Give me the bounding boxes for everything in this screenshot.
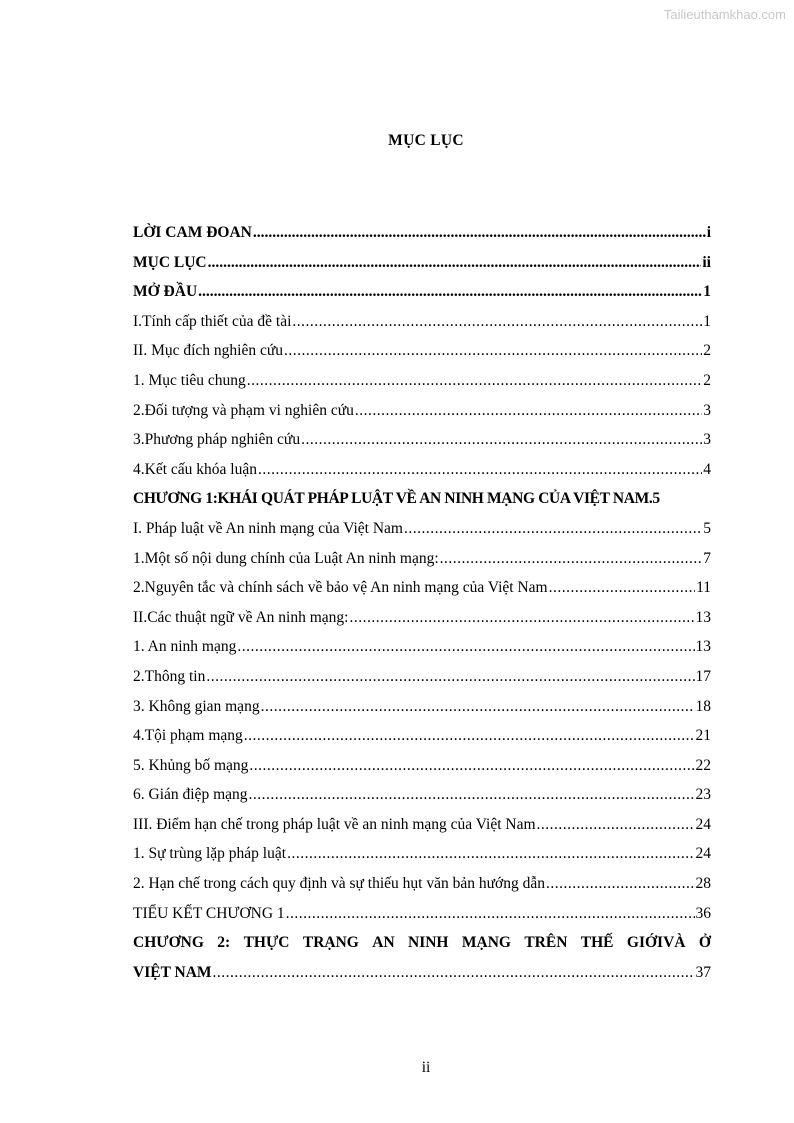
toc-entry[interactable] — [133, 490, 711, 520]
toc-entry-page: 13 — [695, 638, 711, 656]
toc-leader-dots — [237, 638, 694, 656]
toc-entry-page: 21 — [695, 727, 711, 745]
toc-entry-page: 5 — [703, 519, 711, 537]
watermark: Tailieuthamkhao.com — [663, 7, 786, 22]
toc-leader-dots — [258, 461, 702, 479]
toc-entry-label: 3.Phương pháp nghiên cứu — [133, 431, 301, 449]
toc-entry-label: 2.Thông tin — [133, 667, 206, 685]
toc-entry-label: 1. Mục tiêu chung — [133, 371, 246, 389]
toc-entry[interactable] — [133, 638, 711, 668]
toc-entry-page: ii — [702, 253, 711, 271]
toc-entry-page: 2 — [703, 342, 711, 360]
toc-entry-label: 2.Đối tượng và phạm vi nghiên cứu — [133, 401, 354, 419]
toc-entry[interactable] — [133, 283, 711, 313]
toc-entry-page: 17 — [695, 667, 711, 685]
toc-entry-page: 37 — [695, 963, 711, 981]
toc-leader-dots — [404, 520, 702, 538]
toc-leader-dots — [292, 313, 702, 331]
toc-entry-label: 3. Không gian mạng — [133, 697, 260, 715]
toc-leader-dots — [284, 342, 702, 360]
toc-entry-label: I.Tính cấp thiết của đề tài — [133, 312, 292, 330]
toc-entry-page: i — [706, 224, 711, 241]
toc-entry-page: 28 — [695, 875, 711, 893]
toc-leader-dots — [253, 224, 706, 242]
toc-entry-page: 3 — [703, 431, 711, 449]
toc-entry-label: III. Điểm hạn chế trong pháp luật về an ninh mạng của Việt Nam — [133, 815, 536, 833]
toc-leader-dots — [261, 698, 695, 716]
toc-leader-dots — [286, 905, 695, 923]
toc-entry[interactable] — [133, 520, 711, 550]
toc-entry[interactable] — [133, 431, 711, 461]
toc-entry-page: 7 — [703, 549, 711, 567]
toc-entry-label: 6. Gián điệp mạng — [133, 786, 248, 804]
toc-entry[interactable] — [133, 224, 711, 254]
toc-leader-dots — [249, 757, 694, 775]
toc-entry[interactable] — [133, 342, 711, 372]
toc-entry-page: 36 — [695, 904, 711, 922]
toc-entry[interactable] — [133, 254, 711, 284]
toc-entry[interactable] — [133, 579, 711, 609]
toc-entry-label: 5. Khủng bố mạng — [133, 756, 249, 774]
toc-entry-label: 4.Tội phạm mạng — [133, 727, 243, 745]
toc-entry-label: 2. Hạn chế trong cách quy định và sự thiếu hụt văn bản hướng dẫn — [133, 875, 545, 893]
toc-leader-dots — [355, 402, 702, 420]
toc-leader-dots — [546, 875, 695, 893]
toc-entry-label: LỜI CAM ĐOAN — [133, 224, 252, 241]
toc-entry[interactable] — [133, 786, 711, 816]
toc-entry[interactable] — [133, 313, 711, 343]
toc-entry-label: I. Pháp luật về An ninh mạng của Việt Nam — [133, 519, 403, 537]
toc-entry-label: II.Các thuật ngữ về An ninh mạng: — [133, 608, 349, 626]
toc-leader-dots — [549, 579, 695, 597]
toc-leader-dots — [287, 845, 694, 863]
toc-leader-dots — [247, 372, 702, 390]
toc-leader-dots — [198, 283, 702, 301]
toc-entry[interactable] — [133, 757, 711, 787]
toc-leader-dots — [206, 668, 694, 686]
toc-entry-label-line1: CHƯƠNG 2: THỰC TRẠNG AN NINH MẠNG TRÊN THẾ GIỚIVÀ Ở — [133, 934, 711, 952]
toc-entry-page: 24 — [695, 815, 711, 833]
page-number: ii — [421, 1059, 431, 1076]
toc-entry-label: II. Mục đích nghiên cứu — [133, 342, 284, 360]
toc-entry[interactable] — [133, 875, 711, 905]
toc-entry-label: CHƯƠNG 1:KHÁI QUÁT PHÁP LUẬT VỀ AN NINH MẠNG CỦA VIỆT NAM.5 — [133, 490, 660, 508]
toc-entry-label: TIỂU KẾT CHƯƠNG 1 — [133, 904, 285, 922]
toc-entry-label: MỤC LỤC — [133, 253, 207, 271]
table-of-contents — [133, 224, 711, 993]
toc-entry-page: 3 — [703, 401, 711, 419]
toc-entry[interactable] — [133, 372, 711, 402]
toc-entry[interactable] — [133, 727, 711, 757]
toc-entry-label: MỞ ĐẦU — [133, 283, 198, 301]
page-title: MỤC LỤC — [388, 132, 464, 149]
toc-leader-dots — [244, 727, 695, 745]
toc-entry-chapter-2[interactable] — [133, 934, 711, 993]
toc-entry[interactable] — [133, 905, 711, 935]
toc-leader-dots — [249, 786, 695, 804]
toc-leader-dots — [208, 254, 702, 272]
toc-leader-dots — [213, 964, 695, 982]
toc-entry-page: 13 — [695, 608, 711, 626]
toc-entry-label: 2.Nguyên tắc và chính sách về bảo vệ An ninh mạng của Việt Nam — [133, 579, 548, 597]
toc-leader-dots — [349, 609, 694, 627]
toc-entry-label-line2: VIỆT NAM ..... 37 — [133, 964, 711, 994]
toc-entry[interactable] — [133, 402, 711, 432]
toc-entry[interactable] — [133, 550, 711, 580]
toc-entry-page: 1 — [703, 283, 711, 301]
toc-entry[interactable] — [133, 461, 711, 491]
toc-entry-label: 1. An ninh mạng — [133, 638, 237, 656]
toc-entry[interactable] — [133, 609, 711, 639]
toc-entry-page: 24 — [695, 845, 711, 863]
toc-entry-label: 1. Sự trùng lặp pháp luật — [133, 845, 287, 863]
toc-entry-page: 1 — [703, 312, 711, 330]
toc-entry-page: 2 — [703, 371, 711, 389]
toc-entry[interactable] — [133, 668, 711, 698]
toc-entry[interactable] — [133, 845, 711, 875]
toc-entry-page: 23 — [695, 786, 711, 804]
toc-entry-label: 1.Một số nội dung chính của Luật An ninh mạng: — [133, 549, 439, 567]
toc-leader-dots — [301, 431, 702, 449]
toc-leader-dots — [440, 550, 703, 568]
toc-entry[interactable] — [133, 698, 711, 728]
toc-entry-page: 4 — [703, 460, 711, 478]
toc-entry-label: 4.Kết cấu khóa luận — [133, 460, 257, 478]
toc-entry-page: 22 — [695, 756, 711, 774]
toc-entry[interactable] — [133, 816, 711, 846]
toc-entry-page: 18 — [695, 697, 711, 715]
toc-entry-page: 11 — [696, 579, 711, 597]
toc-leader-dots — [537, 816, 695, 834]
